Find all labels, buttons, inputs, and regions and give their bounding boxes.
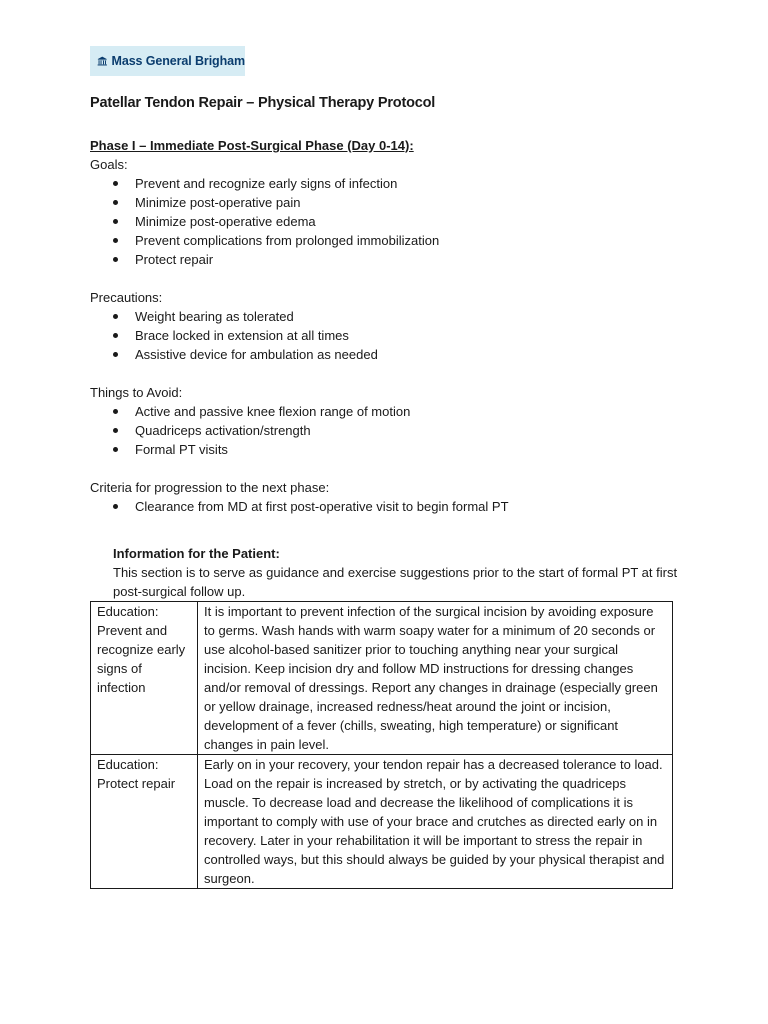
- bullet-icon: [113, 219, 118, 224]
- table-cell-text: It is important to prevent infection of the surgical incision by avoiding exposure to germs. Wash hands with warm soapy water for a minimum of 20 seconds or use alcohol-based sanitizer prior to touching anything near your surgical incision. Keep incision dry and follow MD instructions for dressing changes and/or removal of dressings. Report any changes in drainage (especially green or yellow drainage, increased redness/heat around the joint or incision, development of a fever (chills, sweating, high temperature) or significant changes in pain level.: [198, 602, 673, 755]
- list-item-text: Prevent complications from prolonged immobilization: [135, 233, 440, 248]
- list-item-text: Weight bearing as tolerated: [135, 309, 294, 324]
- list-item-text: Active and passive knee flexion range of motion: [135, 404, 411, 419]
- list-item: [90, 345, 690, 364]
- table-cell-topic: Education: Prevent and recognize early signs of infection: [91, 602, 198, 755]
- list-item-text: Clearance from MD at first post-operative visit to begin formal PT: [135, 499, 509, 514]
- bullet-icon: [113, 238, 118, 243]
- list-item-text: Brace locked in extension at all times: [135, 328, 349, 343]
- list-item: [90, 440, 690, 459]
- table-cell-text: Early on in your recovery, your tendon repair has a decreased tolerance to load. Load on the repair is increased by stretch, or by activating the quadriceps muscle. To decrease load and decrease the likelihood of complications it is important to comply with use of your brace and crutches as directed early on in recovery. Later in your rehabilitation it will be important to stress the repair in controlled ways, but this should always be guided by your physical therapist and surgeon.: [198, 755, 673, 889]
- building-icon: [97, 53, 108, 69]
- list-item: [90, 174, 690, 193]
- list-item: [90, 212, 690, 231]
- goals-list: [90, 174, 690, 269]
- patient-info-intro: This section is to serve as guidance and exercise suggestions prior to the start of formal PT at first post-surgical follow up.: [113, 565, 678, 599]
- table-row: [91, 755, 673, 889]
- list-item-text: Prevent and recognize early signs of infection: [135, 176, 398, 191]
- bullet-icon: [113, 257, 118, 262]
- list-item-text: Minimize post-operative pain: [135, 195, 301, 210]
- criteria-list: [90, 497, 690, 516]
- bullet-icon: [113, 504, 118, 509]
- list-item: [90, 231, 690, 250]
- patient-info-section: [90, 544, 690, 601]
- list-item: [90, 402, 690, 421]
- patient-info-heading: Information for the Patient:: [113, 546, 280, 561]
- document-title: Patellar Tendon Repair – Physical Therapy Protocol: [90, 95, 436, 111]
- bullet-icon: [113, 352, 118, 357]
- list-item-text: Minimize post-operative edema: [135, 214, 316, 229]
- avoid-list: [90, 402, 690, 459]
- list-item: [90, 250, 690, 269]
- document-body: [90, 136, 690, 889]
- list-item-text: Protect repair: [135, 252, 214, 267]
- list-item: [90, 497, 690, 516]
- list-item-text: Quadriceps activation/strength: [135, 423, 311, 438]
- bullet-icon: [113, 181, 118, 186]
- bullet-icon: [113, 200, 118, 205]
- table-cell-topic: Education: Protect repair: [91, 755, 198, 889]
- phase-heading: Phase I – Immediate Post-Surgical Phase (Day 0-14):: [90, 138, 414, 153]
- list-item: [90, 421, 690, 440]
- education-table: [90, 601, 673, 889]
- precautions-label: Precautions:: [90, 290, 163, 305]
- bullet-icon: [113, 447, 118, 452]
- list-item-text: Assistive device for ambulation as needed: [135, 347, 378, 362]
- avoid-label: Things to Avoid:: [90, 385, 183, 400]
- list-item: [90, 326, 690, 345]
- bullet-icon: [113, 409, 118, 414]
- precautions-list: [90, 307, 690, 364]
- bullet-icon: [113, 428, 118, 433]
- list-item-text: Formal PT visits: [135, 442, 228, 457]
- logo-text: Mass General Brigham: [111, 54, 245, 68]
- bullet-icon: [113, 314, 118, 319]
- mass-general-brigham-logo: [90, 46, 245, 76]
- table-row: [91, 602, 673, 755]
- criteria-label: Criteria for progression to the next phase:: [90, 480, 330, 495]
- bullet-icon: [113, 333, 118, 338]
- list-item: [90, 193, 690, 212]
- list-item: [90, 307, 690, 326]
- goals-label: Goals:: [90, 157, 128, 172]
